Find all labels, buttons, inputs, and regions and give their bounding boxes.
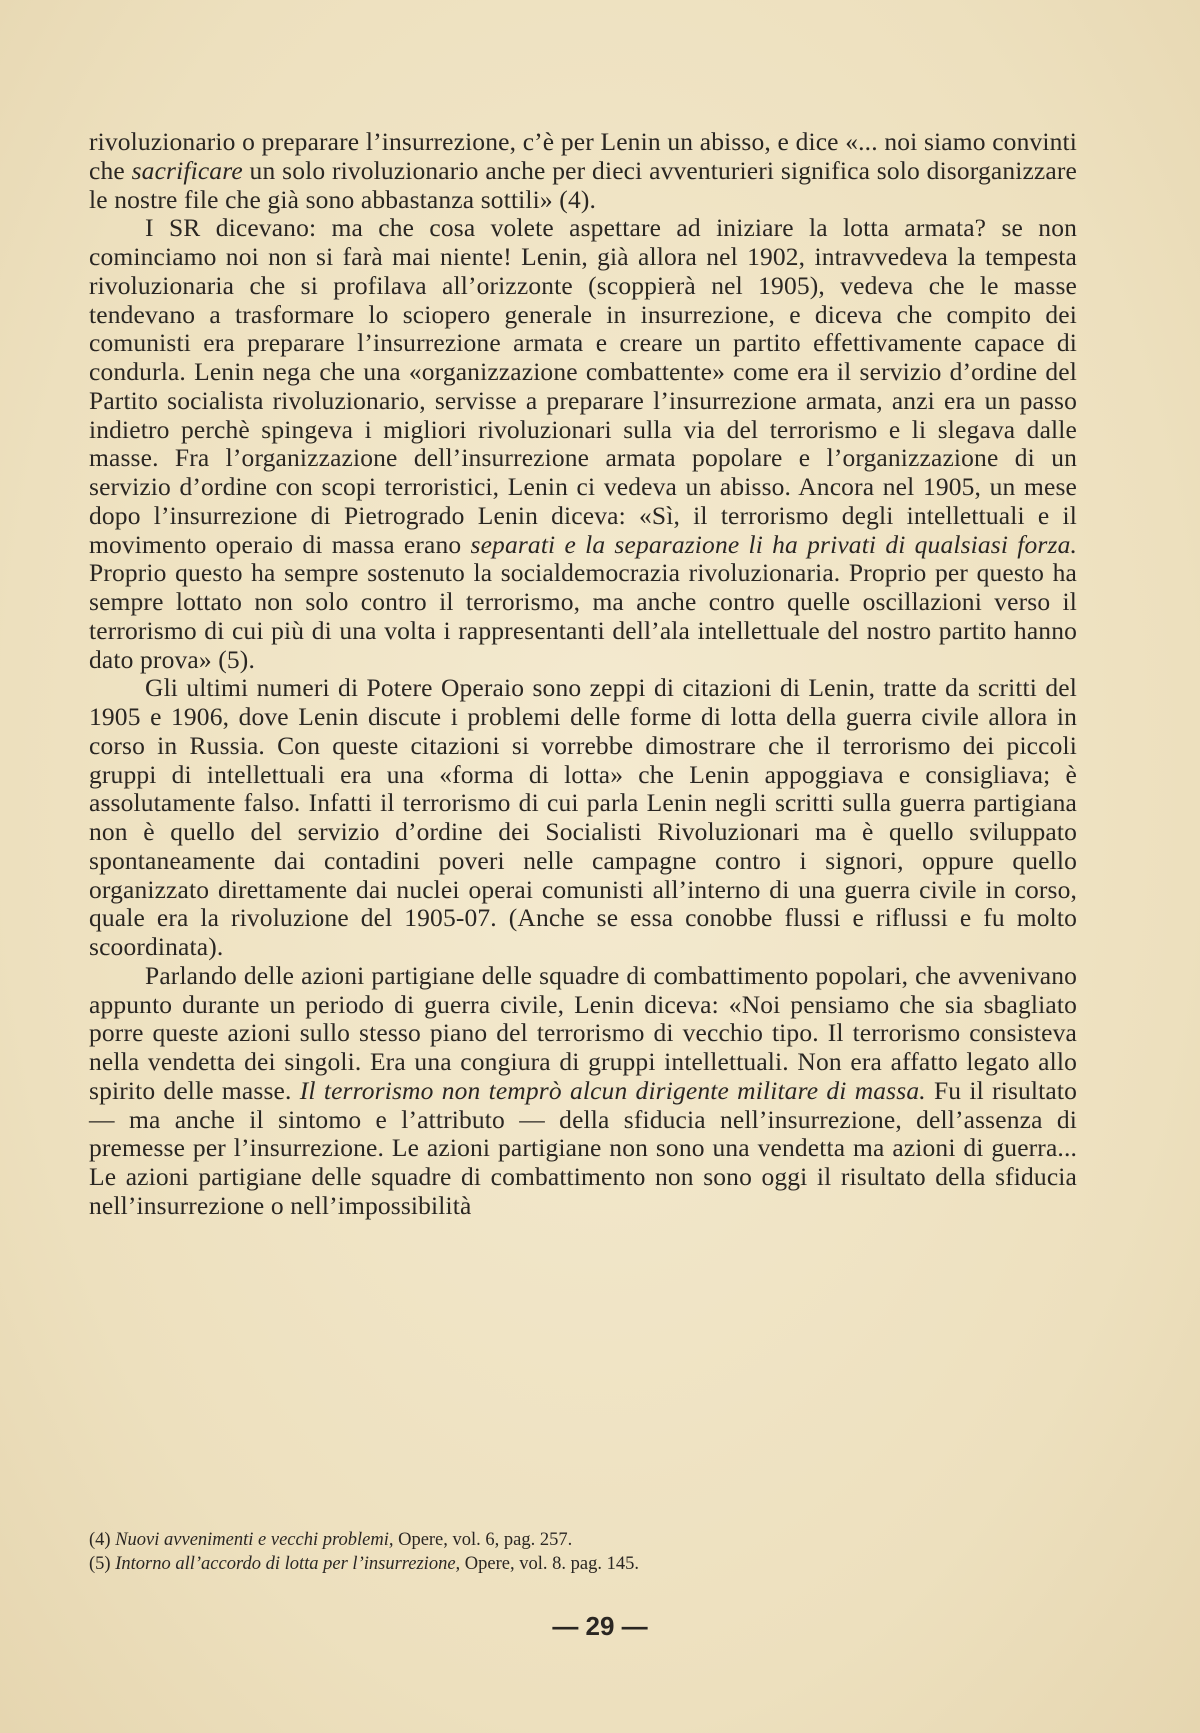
text-run: Gli ultimi numeri di Potere Operaio sono zeppi di citazioni di Lenin, tratte da scritti del 1905 e 1906, dove Lenin discute i problemi delle forme di lotta della guerra civile allora in corso in Russia. Con queste citazioni si vorrebbe dimostrare che il terrorismo dei piccoli gruppi di intellettuali era una «forma di lotta» che Lenin appoggiava e consigliava; è assolutamente falso. Infatti il terrorismo di cui parla Lenin negli scritti sulla guerra partigiana non è quello del servizio d’ordine dei Socialisti Rivoluzionari ma è quello sviluppato spontaneamente dai contadini poveri nelle campagne contro i signori, oppure quello organizzato direttamente dai nuclei operai comunisti all’interno di una guerra civile in corso, quale era la rivoluzione del 1905-07. (Anche se essa conobbe flussi e riflussi e fu molto scoordinata). <box>89 673 1077 961</box>
footnote-number: (5) <box>89 1554 111 1574</box>
page-number: — 29 — <box>552 1611 648 1641</box>
paragraph <box>89 214 1077 674</box>
footnote-title: Nuovi avvenimenti e vecchi problemi, <box>115 1530 394 1550</box>
paragraph <box>89 962 1077 1221</box>
footnote-reference: Opere, vol. 8. pag. 145. <box>460 1554 639 1574</box>
text-run: I SR dicevano: ma che cosa volete aspettare ad iniziare la lotta armata? se non cominciamo noi non si farà mai niente! Lenin, già allora nel 1902, intravvedeva la tempesta rivoluzionaria che si profilava all’orizzonte (scoppierà nel 1905), vedeva che le masse tendevano a trasformare lo sciopero generale in insurrezione, e diceva che compito dei comunisti era preparare l’insurrezione armata e creare un partito effettivamente capace di condurla. Lenin nega che una «organizzazione combattente» come era il servizio d’ordine del Partito socialista rivoluzionario, servisse a preparare l’insurrezione armata, anzi era un passo indietro perchè spingeva i migliori rivoluzionari sulla via del terrorismo e li slegava dalle masse. Fra l’organizzazione dell’insurrezione armata popolare e l’organizzazione di un servizio d’ordine con scopi terroristici, Lenin ci vedeva un abisso. Ancora nel 1905, un mese dopo l’insurrezione di Pietrogrado Lenin diceva: «Sì, il terrorismo degli intellettuali e il movimento operaio di massa erano <box>89 213 1077 559</box>
text-run: un solo rivoluzionario anche per dieci avventurieri significa solo disorganizzare le nostre file che già sono abbastanza sottili» (4). <box>89 155 1077 214</box>
italic-run: sacrificare <box>131 155 243 185</box>
footnote-title: Intorno all’accordo di lotta per l’insurrezione, <box>115 1554 461 1574</box>
italic-run: separati e la separazione li ha privati di qualsiasi forza. <box>470 529 1077 559</box>
text-run: Parlando delle azioni partigiane delle squadre di combattimento popolari, che avvenivano appunto durante un periodo di guerra civile, Lenin diceva: «Noi pensiamo che sia sbagliato porre queste azioni sullo stesso piano del terrorismo di vecchio tipo. Il terrorismo consisteva nella vendetta dei singoli. Era una congiura di gruppi intellettuali. Non era affatto legato allo spirito delle masse. <box>89 960 1077 1105</box>
italic-run: Il terrorismo non temprò alcun dirigente militare di massa. <box>299 1075 926 1105</box>
footnotes <box>89 1528 1077 1576</box>
paragraph <box>89 128 1077 214</box>
paragraph <box>89 674 1077 962</box>
footnote-reference: Opere, vol. 6, pag. 257. <box>393 1530 573 1550</box>
footnote-number: (4) <box>89 1530 111 1550</box>
text-run: Proprio questo ha sempre sostenuto la socialdemocrazia rivoluzionaria. Proprio per questo ha sempre lottato non solo contro il terrorismo, ma anche contro quelle oscillazioni verso il terrorismo di cui più di una volta i rappresentanti dell’ala intellettuale del nostro partito hanno dato prova» (5). <box>89 558 1077 674</box>
text-run: Fu il risultato — ma anche il sintomo e l’attributo — della sfiducia nell’insurrezione, dell’assenza di premesse per l’insurrezione. Le azioni partigiane non sono una vendetta ma azioni di guerra... Le azioni partigiane delle squadre di combattimento non sono oggi il risultato della sfiducia nell’insurrezione o nell’impossibilità <box>89 1075 1078 1220</box>
body-text <box>89 128 1077 1221</box>
footnote <box>89 1552 1077 1576</box>
text-run: rivoluzionario o preparare l’insurrezione, c’è per Lenin un abisso, e dice «... noi siamo convinti che <box>89 127 1077 185</box>
footnote <box>89 1528 1077 1552</box>
